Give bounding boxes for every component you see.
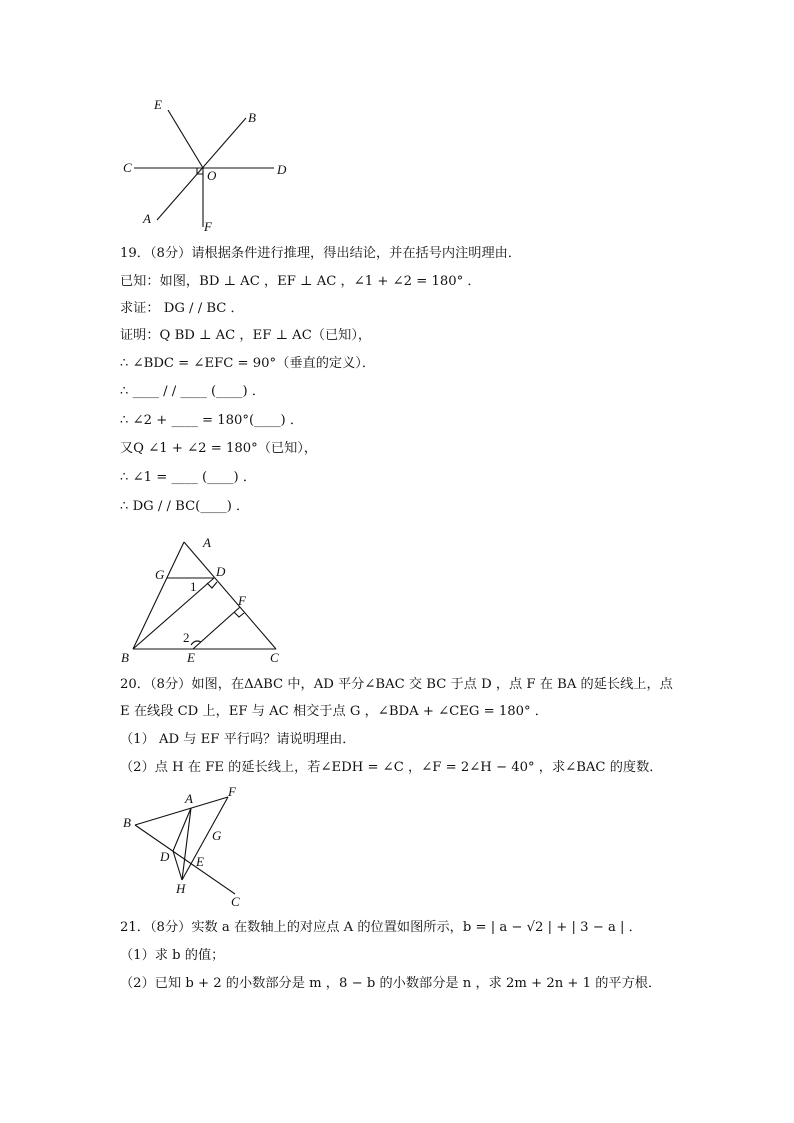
q19-title: 19．（8分）请根据条件进行推理，得出结论，并在括号内注明理由． <box>120 246 522 261</box>
label-e: E <box>196 854 204 869</box>
side-ac <box>184 542 276 649</box>
label-c: C <box>123 160 132 175</box>
segment-dh <box>173 851 182 880</box>
q20-sub-1: （1） AD 与 EF 平行吗？请说明理由． <box>120 732 356 747</box>
right-angle-mark-f <box>234 612 244 617</box>
label-c: C <box>270 650 279 665</box>
figure-triangle-abc <box>115 525 290 670</box>
label-e: E <box>187 650 195 665</box>
q19-proof-line-5: 又Q ∠1 + ∠2 = 180°（已知）， <box>120 441 318 456</box>
label-f: F <box>204 219 212 234</box>
q21-sub-1: （1）求 b 的值； <box>120 948 225 963</box>
q19-proof-line-6: ∴ ∠1 = ____ (____) ． <box>120 470 257 485</box>
label-a: A <box>185 791 193 806</box>
q19-proof-line-3: ∴ ____ / / ____ (____) ． <box>120 384 266 399</box>
q19-given: 已知：如图，BD ⊥ AC ，EF ⊥ AC ，∠1 + ∠2 = 180° ． <box>120 274 481 289</box>
segment-ef <box>193 607 240 649</box>
q19-proof-line-7: ∴ DG / / BC(____) ． <box>120 499 250 514</box>
label-c: C <box>231 894 240 909</box>
label-a: A <box>203 535 211 550</box>
label-d: D <box>216 564 226 579</box>
q21-line-1: 21．（8分）实数 a 在数轴上的对应点 A 的位置如图所示，b = | a − √2 | + | 3 − a | ． <box>120 920 642 935</box>
line-eo <box>168 110 203 168</box>
label-b: B <box>121 650 129 665</box>
line-ab <box>157 118 246 220</box>
figure-angles-o <box>110 90 310 235</box>
label-g: G <box>155 567 165 582</box>
q19-prove: 求证： DG / / BC ． <box>120 301 244 316</box>
label-e: E <box>154 97 162 112</box>
label-f: F <box>238 593 246 608</box>
q20-sub-2: （2）点 H 在 FE 的延长线上，若∠EDH = ∠C ，∠F = 2∠H − 40° ，求∠BAC 的度数． <box>120 760 663 775</box>
q19-proof-line-1: 证明：Q BD ⊥ AC ，EF ⊥ AC（已知）， <box>120 328 372 343</box>
label-b: B <box>248 110 256 125</box>
q20-line-1: 20．（8分）如图，在ΔABC 中，AD 平分∠BAC 交 BC 于点 D ，点 F 在 BA 的延长线上，点 <box>120 677 673 692</box>
q19-proof-line-2: ∴ ∠BDC = ∠EFC = 90°（垂直的定义）． <box>120 356 376 371</box>
label-d: D <box>277 162 287 177</box>
label-f: F <box>228 784 236 799</box>
label-g: G <box>212 828 222 843</box>
label-h: H <box>176 881 186 896</box>
figure-triangle-bfc <box>115 780 265 910</box>
q19-proof-line-4: ∴ ∠2 + ____ = 180°(____) ． <box>120 413 304 428</box>
side-ab <box>133 542 184 649</box>
segment-bd <box>133 578 214 649</box>
q21-sub-2: （2）已知 b + 2 的小数部分是 m ，8 − b 的小数部分是 n ，求 2m + 2n + 1 的平方根． <box>120 976 662 991</box>
label-angle-2: 2 <box>183 630 190 645</box>
label-o: O <box>207 168 217 183</box>
q20-line-2: E 在线段 CD 上，EF 与 AC 相交于点 G ，∠BDA + ∠CEG = 180° ． <box>120 704 548 719</box>
label-angle-1: 1 <box>190 579 197 594</box>
segment-bf <box>135 797 228 825</box>
label-a: A <box>143 211 151 226</box>
label-d: D <box>160 849 170 864</box>
label-b: B <box>123 815 131 830</box>
